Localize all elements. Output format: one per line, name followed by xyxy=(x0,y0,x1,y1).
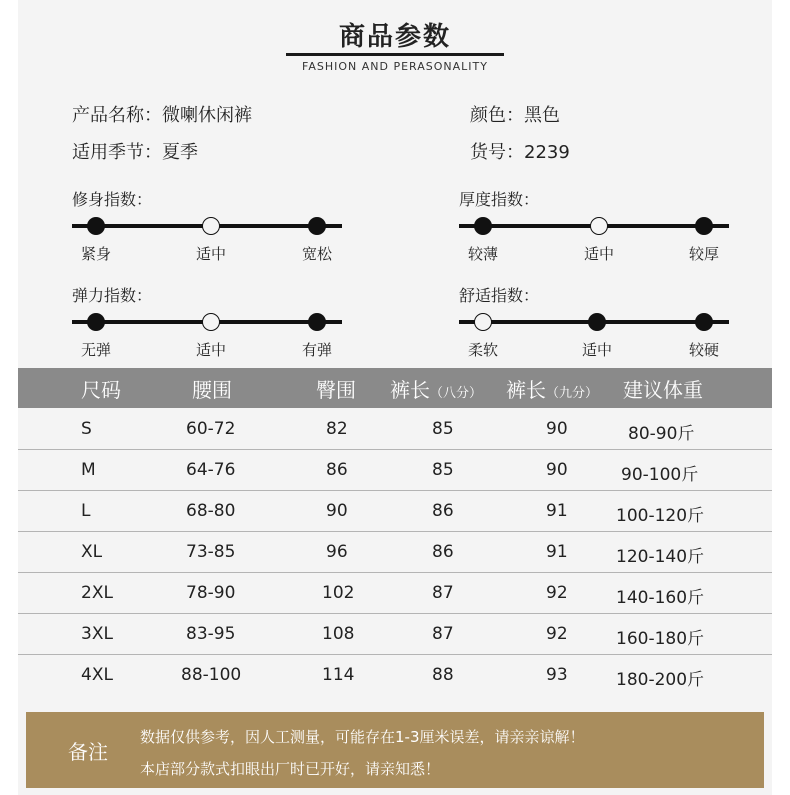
header-length-9-note: （九分） xyxy=(546,386,599,401)
scale-label: 紧身 xyxy=(80,245,111,263)
header-weight: 建议体重 xyxy=(623,378,703,402)
scale-dot xyxy=(590,217,608,235)
scale-label: 适中 xyxy=(195,341,226,359)
cell-waist: 60-72 xyxy=(186,419,236,439)
cell-length-9: 93 xyxy=(546,665,568,685)
cell-hip: 86 xyxy=(326,460,348,480)
product-name-value: 微喇休闲裤 xyxy=(162,105,252,126)
cell-waist: 68-80 xyxy=(186,501,236,521)
notes-line-2: 本店部分款式扣眼出厂时已开好，请亲知悉！ xyxy=(140,760,441,778)
scale-dot xyxy=(588,313,606,331)
cell-weight: 100-120斤 xyxy=(616,506,705,526)
cell-waist: 83-95 xyxy=(186,624,236,644)
cell-hip: 82 xyxy=(326,419,348,439)
product-name xyxy=(72,101,252,127)
scale-title: 舒适指数： xyxy=(459,286,540,305)
cell-weight: 140-160斤 xyxy=(616,588,705,608)
cell-hip: 114 xyxy=(322,665,355,685)
notes-label: 备注 xyxy=(68,740,108,764)
cell-length-8: 85 xyxy=(432,419,454,439)
scale-dot xyxy=(474,217,492,235)
scale-label: 适中 xyxy=(583,245,614,263)
cell-size: XL xyxy=(81,542,103,562)
product-sku xyxy=(470,138,570,164)
header-waist: 腰围 xyxy=(192,378,232,402)
product-color-value: 黑色 xyxy=(524,105,560,126)
page-subtitle: FASHION AND PERASONALITY xyxy=(302,60,488,73)
header-length-8 xyxy=(390,374,482,403)
header-length-9 xyxy=(506,374,598,403)
scale-title: 厚度指数： xyxy=(459,190,540,209)
cell-length-9: 90 xyxy=(546,419,568,439)
cell-length-9: 90 xyxy=(546,460,568,480)
cell-hip: 90 xyxy=(326,501,348,521)
header-length-8-note: （八分） xyxy=(430,386,483,401)
comfort-index-scale xyxy=(459,283,729,363)
cell-length-8: 86 xyxy=(432,542,454,562)
page-title: 商品参数 xyxy=(338,22,451,52)
notes-band xyxy=(26,712,764,788)
cell-weight: 80-90斤 xyxy=(628,424,695,444)
scale-dot xyxy=(87,217,105,235)
cell-size: S xyxy=(81,419,92,439)
scale-label: 宽松 xyxy=(301,245,332,263)
thickness-index-scale xyxy=(459,187,729,267)
product-sku-value: 2239 xyxy=(524,142,570,163)
scale-title: 弹力指数： xyxy=(72,286,153,305)
cell-length-8: 86 xyxy=(432,501,454,521)
notes-line-1: 数据仅供参考，因人工测量，可能存在1-3厘米误差，请亲亲谅解！ xyxy=(140,728,585,746)
cell-length-8: 87 xyxy=(432,583,454,603)
product-season-label: 适用季节： xyxy=(72,142,162,163)
table-row xyxy=(18,573,772,614)
scale-dot xyxy=(87,313,105,331)
scale-dot xyxy=(308,217,326,235)
cell-length-8: 88 xyxy=(432,665,454,685)
table-row xyxy=(18,532,772,573)
cell-size: 2XL xyxy=(81,583,113,603)
cell-waist: 88-100 xyxy=(181,665,242,685)
cell-waist: 64-76 xyxy=(186,460,236,480)
header-length-9-text: 裤长 xyxy=(506,378,546,402)
size-table-header xyxy=(18,368,772,408)
cell-weight: 180-200斤 xyxy=(616,670,705,690)
cell-length-9: 92 xyxy=(546,624,568,644)
table-row xyxy=(18,409,772,450)
product-name-label: 产品名称： xyxy=(72,105,162,126)
table-row xyxy=(18,450,772,491)
cell-hip: 96 xyxy=(326,542,348,562)
title-underline xyxy=(286,53,504,56)
scale-label: 较厚 xyxy=(688,245,719,263)
cell-length-9: 92 xyxy=(546,583,568,603)
scale-label: 有弹 xyxy=(301,341,332,359)
scale-dot xyxy=(202,313,220,331)
cell-hip: 108 xyxy=(322,624,355,644)
cell-weight: 160-180斤 xyxy=(616,629,705,649)
scale-title: 修身指数： xyxy=(72,190,153,209)
product-sku-label: 货号： xyxy=(470,142,524,163)
scale-label: 适中 xyxy=(581,341,612,359)
cell-size: M xyxy=(81,460,96,480)
scale-label: 无弹 xyxy=(80,341,111,359)
cell-length-8: 87 xyxy=(432,624,454,644)
scale-label: 较硬 xyxy=(688,341,719,359)
cell-size: 3XL xyxy=(81,624,113,644)
scale-dot xyxy=(695,313,713,331)
cell-waist: 78-90 xyxy=(186,583,236,603)
scale-dot xyxy=(308,313,326,331)
scale-label: 柔软 xyxy=(467,341,498,359)
cell-hip: 102 xyxy=(322,583,355,603)
cell-waist: 73-85 xyxy=(186,542,236,562)
header-hip: 臀围 xyxy=(316,378,356,402)
product-season-value: 夏季 xyxy=(162,142,198,163)
table-row xyxy=(18,491,772,532)
cell-weight: 120-140斤 xyxy=(616,547,705,567)
scale-label: 适中 xyxy=(195,245,226,263)
scale-dot xyxy=(202,217,220,235)
scale-dot xyxy=(695,217,713,235)
scale-label: 较薄 xyxy=(467,245,498,263)
product-color xyxy=(470,101,560,127)
table-row xyxy=(18,614,772,655)
header-length-8-text: 裤长 xyxy=(390,378,430,402)
cell-length-9: 91 xyxy=(546,542,568,562)
cell-length-8: 85 xyxy=(432,460,454,480)
cell-size: 4XL xyxy=(81,665,113,685)
fit-index-scale xyxy=(72,187,342,267)
header-size: 尺码 xyxy=(81,378,121,402)
scale-dot xyxy=(474,313,492,331)
cell-length-9: 91 xyxy=(546,501,568,521)
table-row xyxy=(18,655,772,695)
product-season xyxy=(72,138,198,164)
cell-weight: 90-100斤 xyxy=(621,465,699,485)
cell-size: L xyxy=(81,501,91,521)
elasticity-index-scale xyxy=(72,283,342,363)
product-color-label: 颜色： xyxy=(470,105,524,126)
